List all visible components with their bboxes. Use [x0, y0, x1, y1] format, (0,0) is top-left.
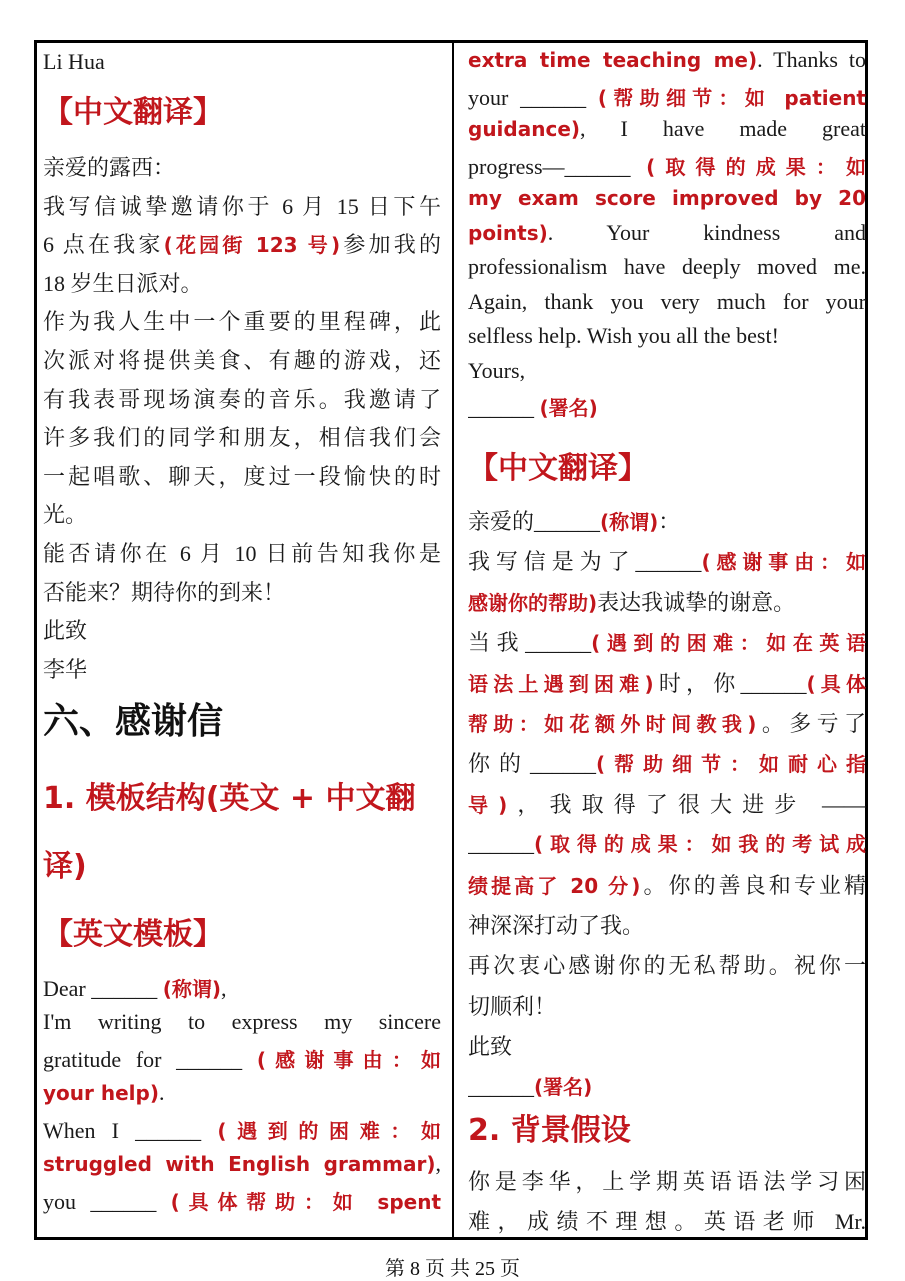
text-segment: , [221, 976, 227, 1001]
red-annotation: (感谢事由：如 [701, 550, 866, 575]
signature: Li Hua [43, 49, 105, 74]
text-segment: 18 岁生日派对。 [43, 270, 203, 296]
text-segment: 我写信是为了______ [468, 549, 702, 575]
text-segment: 光。 [43, 502, 88, 528]
text-segment: your ______ [468, 84, 598, 110]
text-segment: Again, thank you very much for your [468, 288, 866, 314]
text-segment: ______ [468, 1073, 534, 1099]
text-line [468, 869, 866, 900]
text-segment: 。你的善良和专业精 [640, 872, 866, 898]
red-annotation: my exam score improved by 20 [468, 186, 866, 210]
text-segment: 亲爱的露西： [43, 155, 176, 180]
text-segment: . Your kindness and [547, 219, 866, 245]
text-segment: 许多我们的同学和朋友，相信我们会 [43, 425, 441, 451]
text-line [468, 392, 866, 421]
red-annotation: (花园街 123 号) [163, 233, 341, 258]
text-line [468, 747, 866, 778]
text-segment: professionalism have deeply moved me. [468, 254, 866, 279]
text-segment: 再次衷心感谢你的无私帮助。祝你一 [468, 953, 866, 979]
red-annotation: 语法上遇到困难) [468, 671, 654, 696]
text-line [43, 383, 441, 414]
column-divider [452, 43, 454, 1237]
text-line [43, 421, 441, 452]
red-annotation: (帮助细节：如耐心指 [595, 752, 866, 777]
red-annotation: (遇到的困难：如 [217, 1119, 441, 1143]
text-segment: ，我取得了很大进步 —— [507, 791, 866, 817]
red-annotation: points) [468, 220, 548, 245]
text-segment: 你的______ [468, 751, 596, 777]
text-line [43, 1080, 441, 1106]
page-number: 第 8 页 共 25 页 [385, 1258, 520, 1280]
text-line [43, 151, 441, 182]
text-line [468, 667, 866, 698]
red-annotation: (署名) [539, 396, 598, 420]
red-annotation: struggled with English grammar) [43, 1151, 436, 1176]
text-line [468, 788, 866, 819]
text-segment: 6 点在我家 [43, 232, 164, 258]
text-segment: , [435, 1150, 441, 1176]
text-segment: I'm writing to express my sincere [43, 1008, 441, 1034]
text-line [43, 973, 441, 1002]
text-segment: Yours, [468, 357, 526, 383]
red-annotation: (取得的成果：如 [646, 154, 866, 179]
text-segment: . [158, 1079, 165, 1105]
text-line [43, 190, 441, 221]
red-annotation: 绩提高了 20 分) [468, 873, 641, 898]
background-title: 2. 背景假设 [468, 1113, 631, 1148]
red-annotation: 帮助：如花额外时间教我) [468, 712, 757, 736]
text-segment: 作为我人生中一个重要的里程碑，此 [43, 309, 441, 335]
text-line [43, 1044, 441, 1073]
text-line [468, 586, 866, 617]
text-segment: 李华 [43, 656, 88, 682]
text-segment: When I ______ [43, 1118, 218, 1143]
text-line [43, 614, 441, 645]
left-column [43, 43, 441, 1237]
cn-translation-heading-2: 【中文翻译】 [468, 451, 648, 486]
text-line [43, 460, 441, 491]
en-template-heading: 【英文模板】 [43, 917, 223, 952]
text-line [468, 828, 866, 857]
text-line [468, 626, 866, 657]
text-line [468, 289, 866, 315]
text-segment: 有我表哥现场演奏的音乐。我邀请了 [43, 386, 441, 412]
red-annotation: 导) [468, 792, 508, 817]
text-line [43, 1115, 441, 1144]
red-annotation: (称谓) [600, 510, 659, 534]
text-line [468, 505, 866, 536]
red-annotation: (感谢事由：如 [256, 1048, 441, 1072]
text-line [468, 1165, 866, 1196]
text-segment: 你是李华，上学期英语语法学习困 [468, 1169, 866, 1194]
text-line [468, 151, 866, 180]
text-segment: 表达我诚挚的谢意。 [597, 589, 796, 615]
template-structure-title: 1. 模板结构(英文 + 中文翻 [43, 781, 416, 816]
text-segment: 难，成绩不理想。英语老师 Mr. [468, 1209, 866, 1234]
text-segment: ： [658, 509, 681, 534]
red-annotation: (具体帮助：如 spent [170, 1190, 441, 1214]
text-line [468, 323, 866, 349]
red-annotation: (帮助细节：如 patient [597, 85, 866, 110]
red-annotation: your help) [43, 1080, 159, 1105]
red-annotation: (署名) [534, 1074, 593, 1099]
text-line [43, 653, 441, 684]
text-segment: 能否请你在 6 月 10 日前告知我你是 [43, 541, 441, 566]
text-segment: 我写信诚挚邀请你于 6 月 15 日下午 [43, 193, 441, 219]
red-annotation: 感谢你的帮助) [468, 590, 598, 615]
text-line [468, 1205, 866, 1236]
text-segment: 切顺利！ [468, 993, 557, 1019]
text-line [43, 1009, 441, 1035]
text-line [468, 949, 866, 980]
text-line [468, 185, 866, 211]
text-line [468, 82, 866, 111]
red-annotation: (遇到的困难：如在英语 [591, 631, 866, 656]
text-segment: 参加我的 [340, 232, 441, 258]
text-line [43, 305, 441, 336]
text-line [43, 1151, 441, 1177]
red-annotation: (称谓) [162, 977, 222, 1001]
text-line [468, 707, 866, 738]
text-segment: 神深深打动了我。 [468, 913, 645, 938]
red-annotation: (具体 [806, 671, 866, 696]
text-line [43, 1186, 441, 1215]
text-line [43, 267, 441, 298]
text-segment: ______ [468, 395, 540, 420]
text-segment: progress—______ [468, 153, 647, 179]
text-line [468, 990, 866, 1021]
text-line [43, 344, 441, 375]
text-segment: 时，你______ [653, 670, 807, 696]
text-segment: . Thanks to [757, 47, 866, 72]
text-segment: ______ [468, 831, 534, 857]
text-segment: 次派对将提供美食、有趣的游戏，还 [43, 348, 441, 373]
text-line [468, 1071, 866, 1100]
text-line [468, 254, 866, 280]
text-segment: 此致 [43, 618, 88, 644]
section-title: 六、感谢信 [43, 701, 224, 742]
text-segment: Dear ______ [43, 976, 163, 1001]
text-line [43, 228, 441, 259]
text-line [468, 358, 866, 384]
text-line [43, 576, 441, 607]
text-line [468, 545, 866, 576]
text-line [468, 220, 866, 246]
text-segment: gratitude for ______ [43, 1047, 257, 1072]
text-segment: you ______ [43, 1189, 171, 1214]
right-column [468, 43, 866, 1237]
text-segment: 亲爱的______ [468, 509, 601, 534]
text-line [468, 116, 866, 142]
red-annotation: (取得的成果：如我的考试成 [534, 832, 866, 857]
text-line [468, 1030, 866, 1061]
text-segment: 一起唱歌、聊天，度过一段愉快的时 [43, 463, 441, 489]
text-line [468, 909, 866, 940]
template-structure-title-cont: 译) [43, 849, 87, 884]
text-segment: 此致 [468, 1034, 513, 1060]
text-segment: 。多亏了 [756, 711, 866, 736]
text-segment: 当我______ [468, 630, 592, 656]
cn-translation-heading: 【中文翻译】 [43, 95, 223, 130]
text-segment: 否能来？期待你的到来！ [43, 579, 286, 605]
red-annotation: extra time teaching me) [468, 48, 758, 72]
text-line [43, 537, 441, 568]
text-segment: , I have made great [580, 116, 866, 141]
text-line [43, 498, 441, 529]
text-line [468, 47, 866, 73]
page-frame [34, 40, 868, 1240]
red-annotation: guidance) [468, 117, 581, 141]
text-segment: selfless help. Wish you all the best! [468, 323, 779, 348]
